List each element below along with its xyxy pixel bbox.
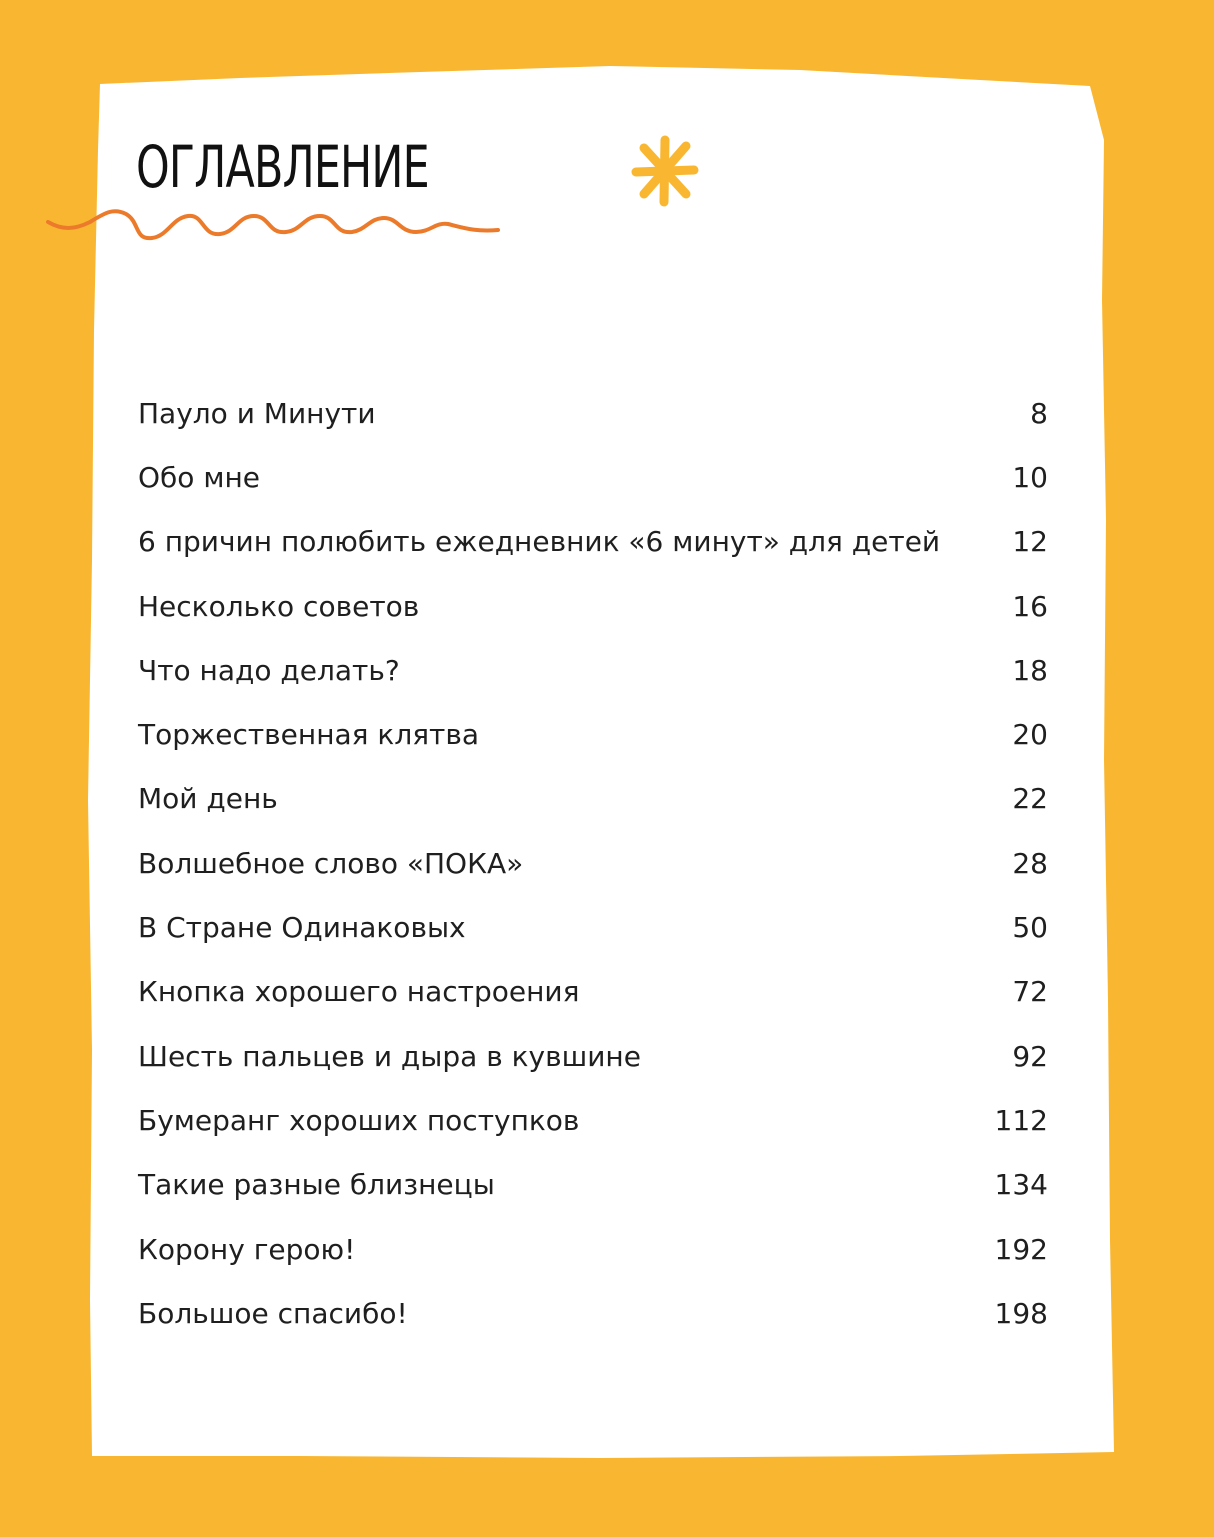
toc-entry-page-number: 112 bbox=[994, 1103, 1048, 1137]
toc-entry-page-number: 72 bbox=[1012, 975, 1048, 1009]
toc-entry-page-number: 20 bbox=[1012, 718, 1048, 752]
toc-entry-title: Такие разные близнецы bbox=[138, 1168, 495, 1202]
toc-entry-title: В Стране Одинаковых bbox=[138, 911, 466, 945]
toc-entry[interactable] bbox=[138, 510, 1050, 574]
toc-entry[interactable] bbox=[138, 960, 1050, 1024]
toc-entry-title: Пауло и Минути bbox=[138, 396, 376, 430]
toc-entry-title: Несколько советов bbox=[138, 589, 420, 623]
toc-entry-title: Большое спасибо! bbox=[138, 1296, 408, 1330]
toc-entry[interactable] bbox=[138, 1281, 1050, 1345]
toc-entry-page-number: 18 bbox=[1012, 653, 1048, 687]
toc-entry-page-number: 192 bbox=[994, 1232, 1048, 1266]
toc-entry[interactable] bbox=[138, 638, 1050, 702]
toc-entry-title: Бумеранг хороших поступков bbox=[138, 1103, 580, 1137]
toc-entry-title: Обо мне bbox=[138, 460, 260, 494]
toc-entry[interactable] bbox=[138, 831, 1050, 895]
page-title: ОГЛАВЛЕНИЕ bbox=[136, 133, 429, 201]
table-of-contents bbox=[138, 381, 1050, 1345]
asterisk-star-icon bbox=[628, 132, 702, 210]
toc-entry[interactable] bbox=[138, 1024, 1050, 1088]
toc-entry-title: Мой день bbox=[138, 782, 278, 816]
squiggle-underline bbox=[44, 200, 504, 250]
toc-entry[interactable] bbox=[138, 381, 1050, 445]
toc-entry-title: 6 причин полюбить ежедневник «6 минут» для детей bbox=[138, 525, 941, 559]
toc-entry[interactable] bbox=[138, 1217, 1050, 1281]
toc-entry-title: Кнопка хорошего настроения bbox=[138, 975, 580, 1009]
toc-entry[interactable] bbox=[138, 767, 1050, 831]
toc-entry-title: Корону герою! bbox=[138, 1232, 356, 1266]
toc-entry[interactable] bbox=[138, 702, 1050, 766]
toc-entry[interactable] bbox=[138, 445, 1050, 509]
toc-entry[interactable] bbox=[138, 895, 1050, 959]
toc-entry-page-number: 10 bbox=[1012, 460, 1048, 494]
toc-entry[interactable] bbox=[138, 574, 1050, 638]
toc-entry-page-number: 50 bbox=[1012, 911, 1048, 945]
toc-entry[interactable] bbox=[138, 1153, 1050, 1217]
toc-entry-page-number: 16 bbox=[1012, 589, 1048, 623]
toc-entry-page-number: 12 bbox=[1012, 525, 1048, 559]
toc-entry-title: Торжественная клятва bbox=[138, 718, 480, 752]
toc-entry-title: Что надо делать? bbox=[138, 653, 400, 687]
toc-entry-page-number: 22 bbox=[1012, 782, 1048, 816]
toc-entry-page-number: 198 bbox=[994, 1296, 1048, 1330]
toc-entry-title: Волшебное слово «ПОКА» bbox=[138, 846, 524, 880]
toc-entry-page-number: 8 bbox=[1030, 396, 1048, 430]
toc-entry-page-number: 134 bbox=[994, 1168, 1048, 1202]
toc-entry-page-number: 92 bbox=[1012, 1039, 1048, 1073]
toc-entry[interactable] bbox=[138, 1088, 1050, 1152]
toc-entry-title: Шесть пальцев и дыра в кувшине bbox=[138, 1039, 641, 1073]
toc-entry-page-number: 28 bbox=[1012, 846, 1048, 880]
